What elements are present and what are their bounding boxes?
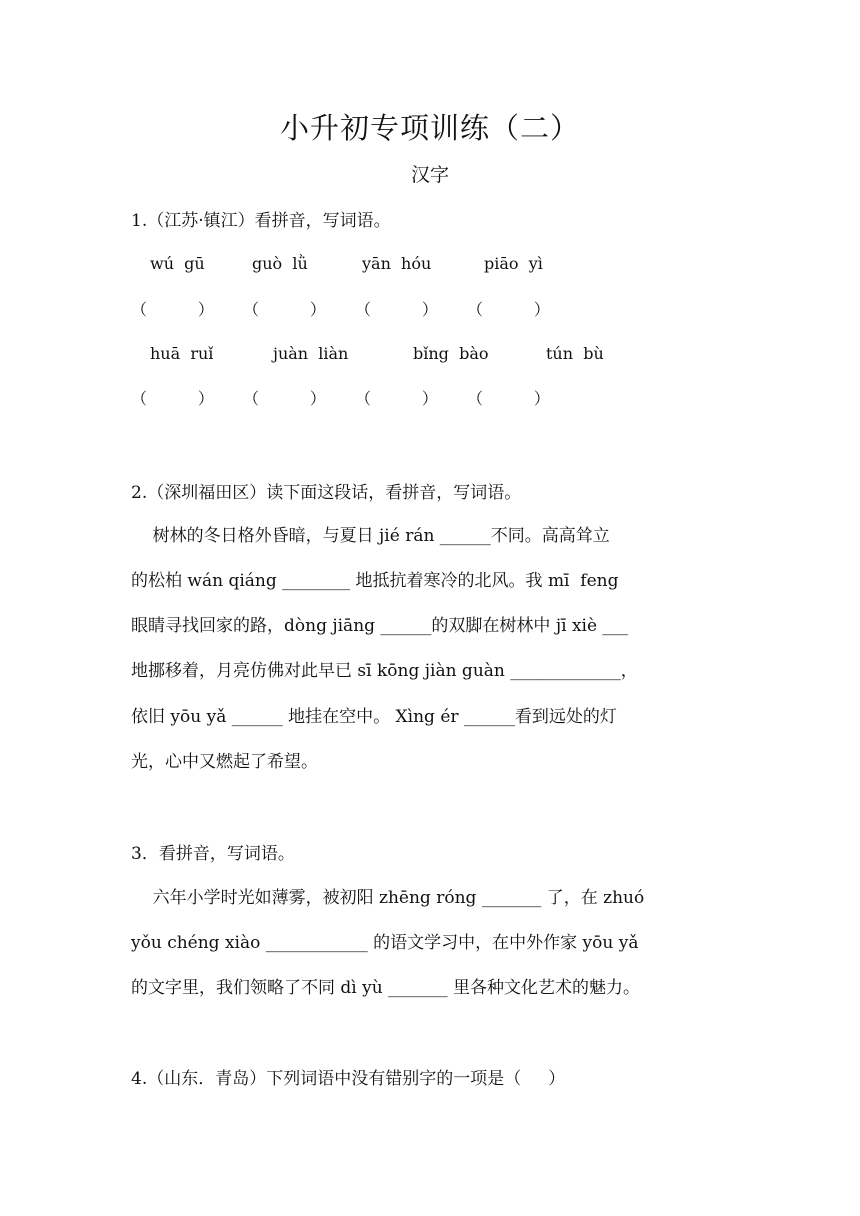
q2-line-5: 依旧 yōu yǎ ______ 地挂在空中。 Xìng ér ______看到远处的灯 (131, 707, 617, 727)
q1-answer-box-4[interactable]: （ ） (467, 300, 550, 319)
q1-pinyin-6: juàn liàn (273, 344, 349, 363)
q1-pinyin-2: guò lǜ (252, 254, 308, 273)
q1-pinyin-7: bǐng bào (413, 344, 489, 363)
q1-pinyin-5: huā ruǐ (150, 344, 214, 363)
q1-answer-box-2[interactable]: （ ） (243, 300, 326, 319)
q2-line-1: 树林的冬日格外昏暗，与夏日 jié rán ______不同。高高耸立 (131, 526, 610, 546)
q1-pinyin-4: piāo yì (484, 254, 543, 273)
q1-answer-box-3[interactable]: （ ） (355, 300, 438, 319)
q3-heading: 3．看拼音，写词语。 (131, 844, 295, 864)
page-subtitle: 汉字 (410, 164, 449, 186)
q1-answer-box-8[interactable]: （ ） (467, 389, 550, 408)
q1-heading: 1.（江苏·镇江）看拼音，写词语。 (131, 211, 391, 231)
q1-answer-box-6[interactable]: （ ） (243, 389, 326, 408)
q2-line-3: 眼睛寻找回家的路，dòng jiāng ______的双脚在树林中 jī xiè ___ (131, 616, 628, 636)
q2-line-2: 的松柏 wán qiáng ________ 地抵抗着寒冷的北风。我 mī feng (131, 571, 619, 591)
q3-line-2: yǒu chéng xiào ____________ 的语文学习中，在中外作家 yōu yǎ (131, 933, 639, 953)
q4-heading: 4.（山东．青岛）下列词语中没有错别字的一项是（ ） (131, 1069, 566, 1089)
q1-pinyin-1: wú gū (150, 254, 205, 273)
q1-answer-box-5[interactable]: （ ） (131, 389, 214, 408)
q1-pinyin-3: yān hóu (362, 254, 432, 273)
q1-answer-box-1[interactable]: （ ） (131, 300, 214, 319)
q3-line-1: 六年小学时光如薄雾，被初阳 zhēng róng _______ 了，在 zhuó (131, 888, 645, 908)
page-title: 小升初专项训练（二） (279, 111, 580, 145)
q2-heading: 2.（深圳福田区）读下面这段话，看拼音，写词语。 (131, 483, 522, 503)
q1-answer-box-7[interactable]: （ ） (355, 389, 438, 408)
q1-pinyin-8: tún bù (546, 344, 604, 363)
q3-line-3: 的文字里，我们领略了不同 dì yù _______ 里各种文化艺术的魅力。 (131, 978, 640, 998)
q2-line-6: 光，心中又燃起了希望。 (131, 752, 318, 772)
q2-line-4: 地挪移着，月亮仿佛对此早已 sī kōng jiàn guàn _____________， (131, 661, 638, 681)
